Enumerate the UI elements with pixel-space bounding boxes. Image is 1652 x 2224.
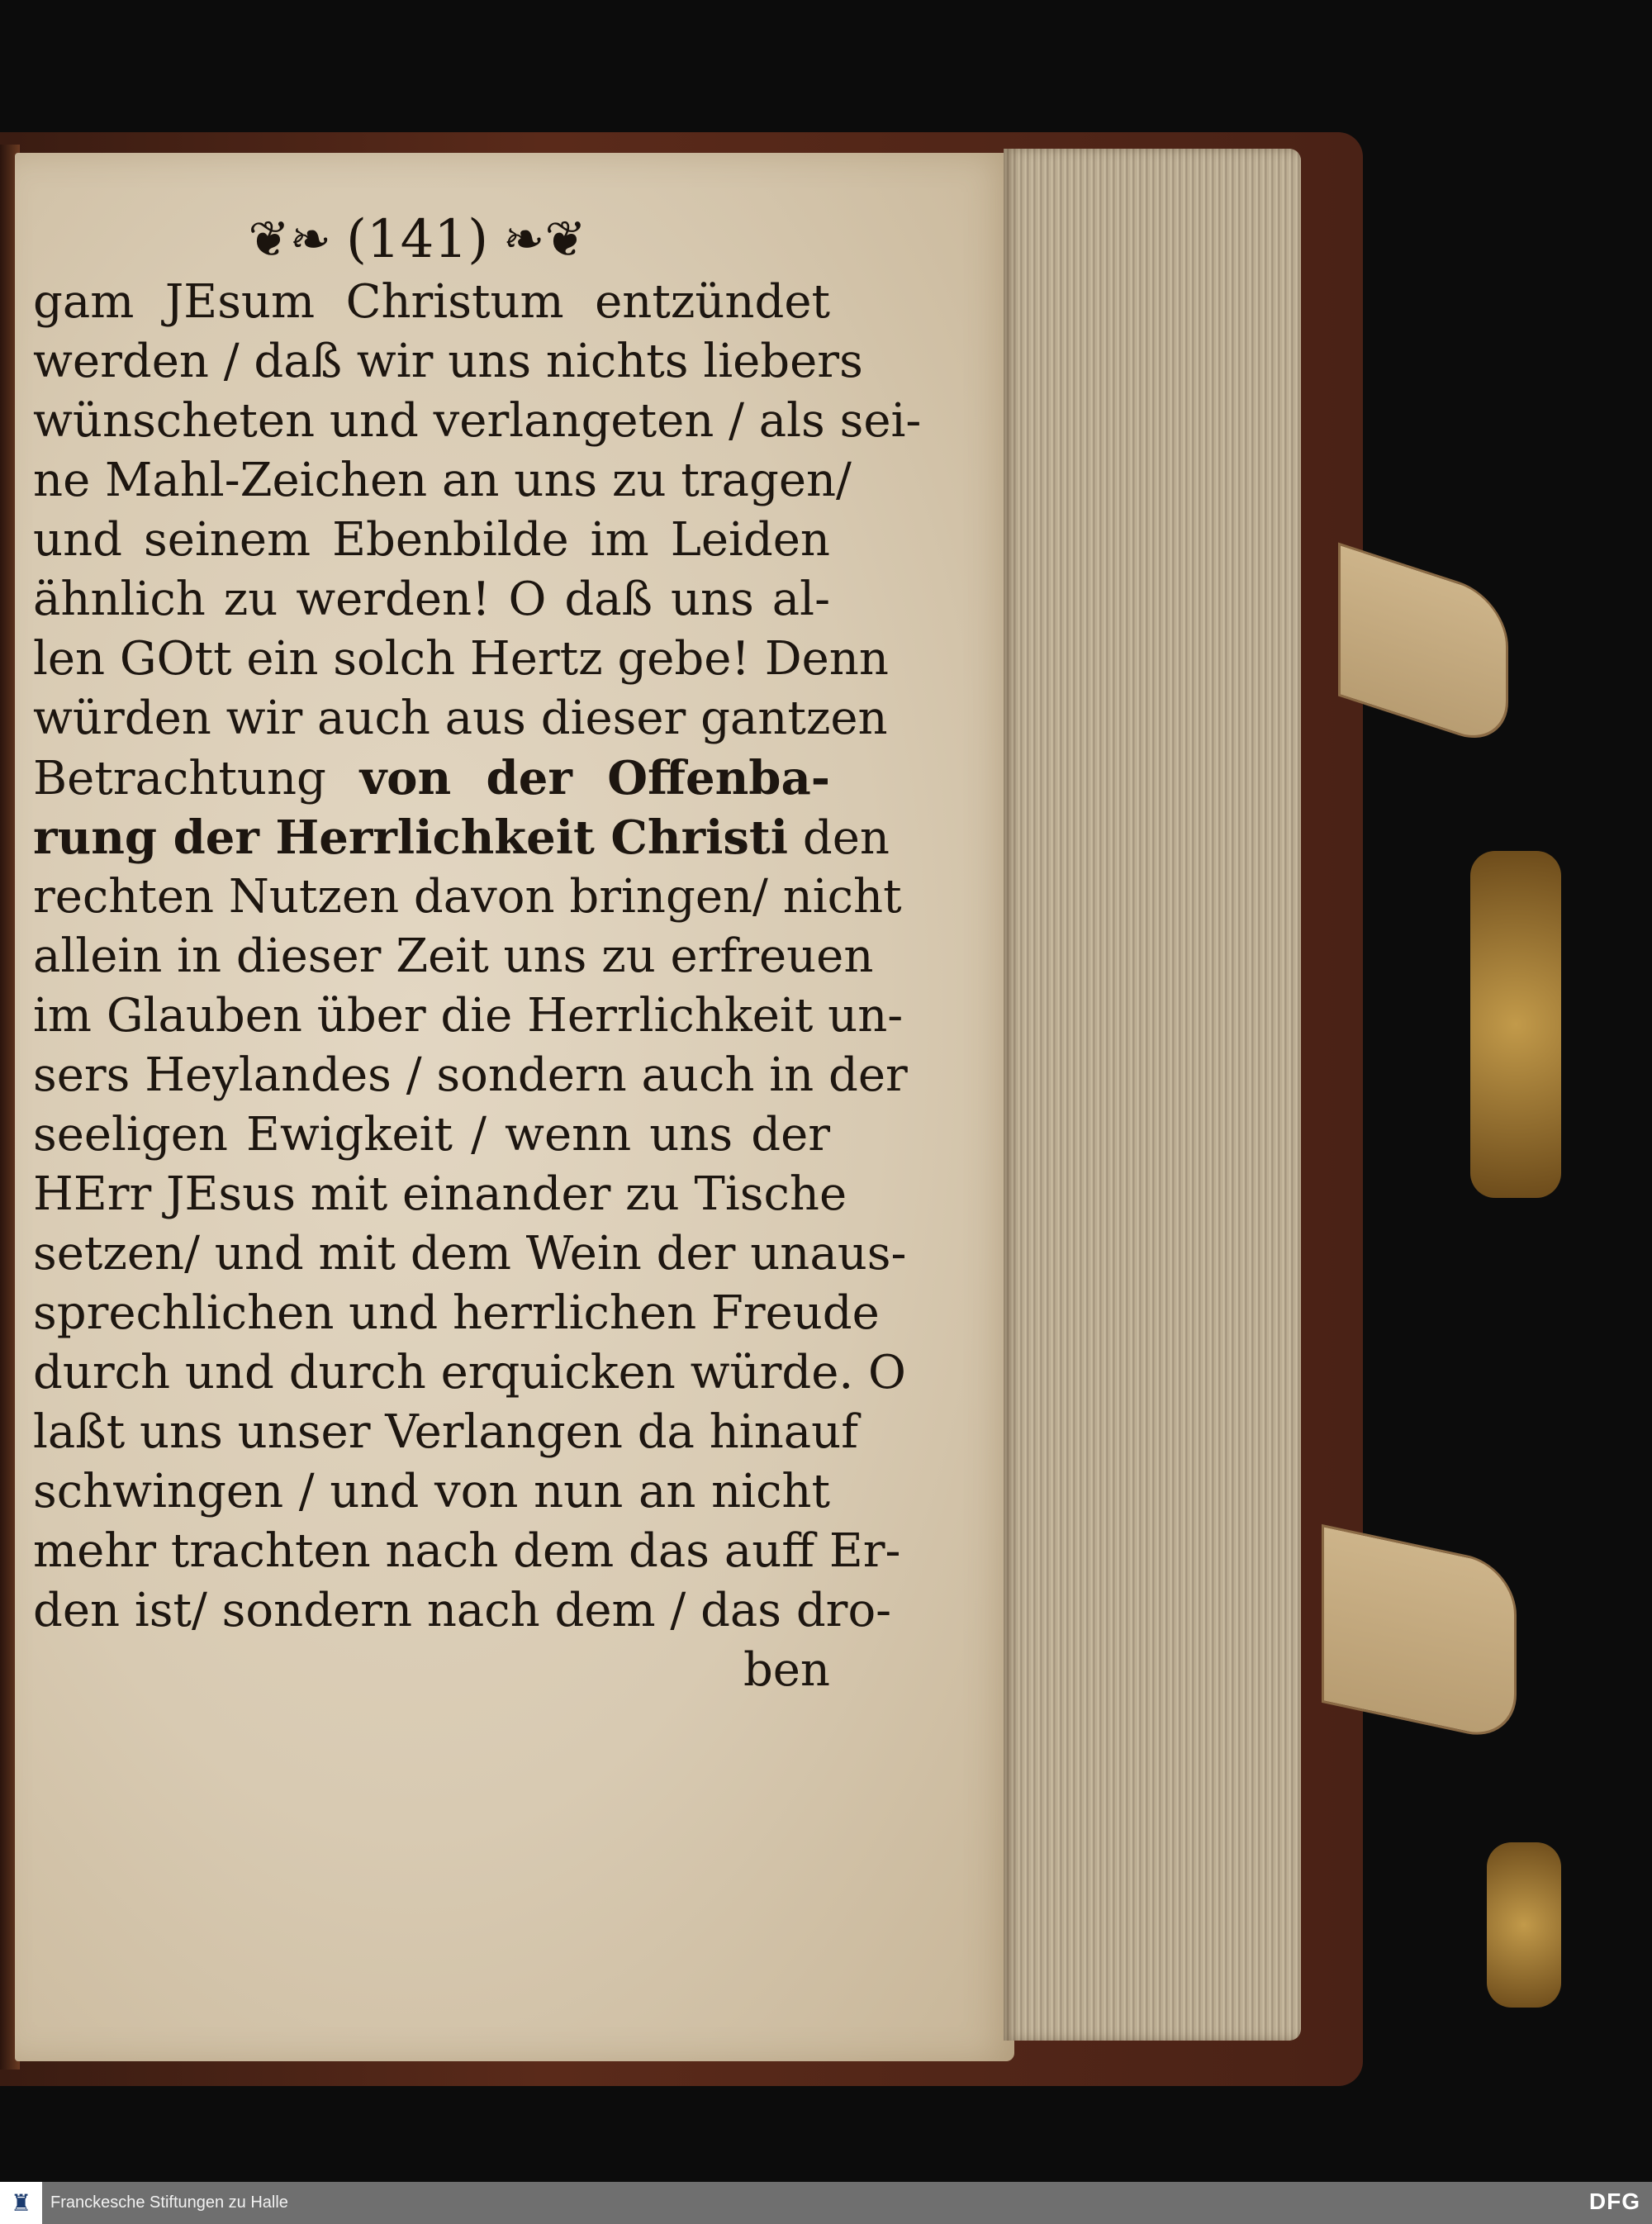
text-line-content: gam JEsum Christum entzündet [33, 275, 830, 329]
text-line [33, 748, 830, 808]
text-line [33, 1522, 901, 1581]
text-line-content: allein in dieser Zeit uns zu erfreuen [33, 929, 874, 983]
text-line [33, 1284, 880, 1343]
text-line [33, 1581, 892, 1641]
text-line-content: setzen/ und mit dem Wein der unaus- [33, 1227, 907, 1281]
footer-bar [0, 2182, 1652, 2224]
text-line-content: wünscheten und verlangeten / als sei- [33, 394, 922, 448]
emphasized-text: von der Offenba- [359, 751, 830, 805]
page-number: (141) [345, 209, 489, 270]
text-line-content: rechten Nutzen davon bringen/ nicht [33, 870, 902, 924]
text-line-content: sers Heylandes / sondern auch in der [33, 1048, 908, 1102]
ornament-right-icon: ❧❦ [503, 211, 586, 268]
dfg-logo: DFG [1588, 2188, 1640, 2214]
text-line-content: den ist/ sondern nach dem / das dro- [33, 1584, 892, 1637]
text-line [33, 1105, 830, 1165]
text-line [33, 392, 922, 451]
text-line-content: sprechlichen und herrlichen Freude [33, 1286, 880, 1340]
text-line [33, 511, 830, 570]
text-line [33, 808, 890, 867]
text-line [33, 986, 904, 1046]
text-line-content: ben [743, 1643, 830, 1697]
text-line-content: seeligen Ewigkeit / wenn uns der [33, 1108, 830, 1162]
text-line-content: laßt uns unser Verlangen da hinauf [33, 1405, 858, 1459]
clasp-strap-top [1338, 543, 1508, 752]
text-line [33, 689, 888, 748]
text-line [33, 1224, 907, 1284]
text-line [33, 1046, 908, 1105]
text-line-content: mehr trachten nach dem das auff Er- [33, 1524, 901, 1578]
text-line-content: Betrachtung [33, 752, 360, 805]
institution-name: Franckesche Stiftungen zu Halle [50, 2193, 288, 2212]
emphasized-text: rung der Herrlichkeit Christi [33, 810, 789, 865]
text-line [33, 867, 902, 927]
text-line [33, 1165, 847, 1224]
text-line-content: HErr JEsus mit einander zu Tische [33, 1167, 847, 1221]
text-line [33, 1462, 830, 1522]
text-line-content: den [788, 811, 890, 865]
page-header [248, 202, 586, 277]
page-edges [1004, 149, 1301, 2041]
text-line-content: werden / daß wir uns nichts liebers [33, 335, 863, 388]
text-line-content: ne Mahl-Zeichen an uns zu tragen/ [33, 454, 852, 507]
text-line-content: und seinem Ebenbilde im Leiden [33, 513, 830, 567]
ornament-left-icon: ❦❧ [248, 211, 331, 268]
text-line [33, 451, 852, 511]
text-line [33, 570, 830, 630]
page-text [33, 273, 922, 1700]
text-line [33, 1403, 858, 1462]
text-line-content: im Glauben über die Herrlichkeit un- [33, 989, 904, 1043]
metal-clasp-top [1470, 851, 1561, 1198]
text-line [33, 273, 830, 332]
metal-clasp-bottom [1487, 1842, 1561, 2008]
institution-logo-icon: ♜ [0, 2182, 42, 2224]
text-line-content: len GOtt ein solch Hertz gebe! Denn [33, 632, 889, 686]
text-line [33, 630, 889, 689]
text-line-content: schwingen / und von nun an nicht [33, 1465, 830, 1518]
text-line [33, 927, 874, 986]
text-line-content: durch und durch erquicken würde. O [33, 1346, 906, 1400]
text-line [33, 1641, 830, 1700]
text-line-content: ähnlich zu werden! O daß uns al- [33, 573, 830, 626]
text-line-content: würden wir auch aus dieser gantzen [33, 691, 888, 745]
text-line [33, 332, 863, 392]
text-line [33, 1343, 906, 1403]
